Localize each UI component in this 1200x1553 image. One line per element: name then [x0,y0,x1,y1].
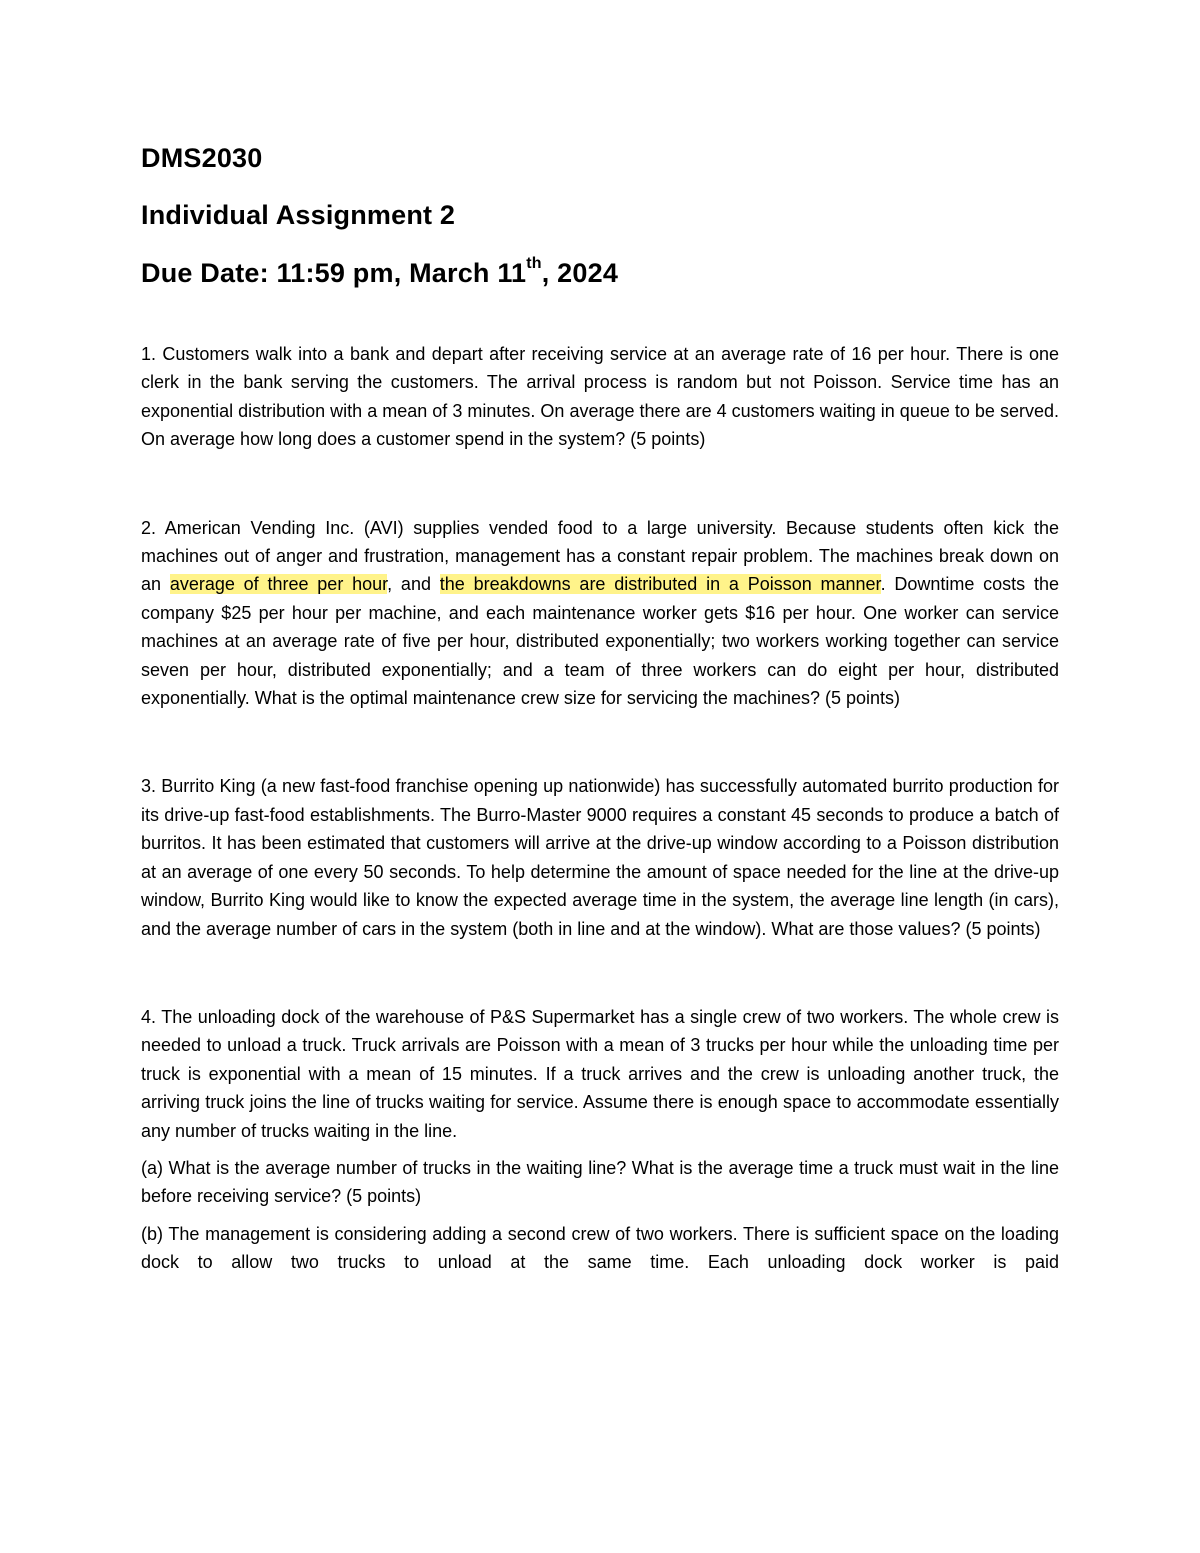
due-date-prefix: Due Date: 11:59 pm, March 11 [141,258,527,288]
question-2-part-2: , and [387,574,440,595]
question-4b-text: The management is considering adding a second crew of two workers. There is sufficient space on the loading dock to allow two trucks to unload at the same time. Each unloading dock worker is paid [141,1223,1059,1273]
question-2-part-3: . Downtime costs the company $25 per hour per machine, and each maintenance worker gets $16 per hour. One worker can service machines at an average rate of five per hour, distributed exponentially; two workers working together can service seven per hour, distributed exponentially; and a team of three workers can do eight per hour, distributed exponentially. What is the optimal maintenance crew size for servicing the machines? (5 points) [141,574,1060,709]
question-2-part-1: 2. American Vending Inc. (AVI) supplies vended food to a large university. Because students often kick the machines out of anger and frustration, management has a constant repair problem. The machines break down on an [141,517,1059,595]
question-4a-text: What is the average number of trucks in the waiting line? What is the average time a truck must wait in the line before receiving service? (5 points) [141,1157,1059,1207]
due-date-ordinal: th [526,255,542,272]
question-4b-label: (b) [141,1223,163,1244]
question-2-highlight-distribution: the breakdowns are distributed in a Poisson manner [439,574,881,595]
question-4: 4. The unloading dock of the warehouse of P&S Supermarket has a single crew of two workers. The whole crew is needed to unload a truck. Truck arrivals are Poisson with a mean of 3 trucks per hour while the unloading time per truck is exponential with a mean of 15 minutes. If a truck arrives and the crew is unloading another truck, the arriving truck joins the line of trucks waiting for service. Assume there is enough space to accommodate essentially any number of trucks waiting in the line. [141,1006,1059,1141]
due-date [141,255,1059,291]
question-2-highlight-rate: average of three per hour [169,574,388,595]
question-1: 1. Customers walk into a bank and depart after receiving service at an average rate of 16 per hour. There is one clerk in the bank serving the customers. The arrival process is random but not Poisson. Service time has an exponential distribution with a mean of 3 minutes. On average there are 4 customers waiting in queue to be served. On average how long does a customer spend in the system? (5 points) [141,344,1059,450]
document-content [141,140,1059,1277]
assignment-title: Individual Assignment 2 [141,200,456,230]
question-4b [141,1220,1059,1277]
course-code: DMS2030 [141,143,263,173]
question-4a [141,1154,1059,1211]
question-3: 3. Burrito King (a new fast-food franchise opening up nationwide) has successfully automated burrito production for its drive-up fast-food establishments. The Burro-Master 9000 requires a constant 45 seconds to produce a batch of burritos. It has been estimated that customers will arrive at the drive-up window according to a Poisson distribution at an average of one every 50 seconds. To help determine the amount of space needed for the line at the drive-up window, Burrito King would like to know the expected average time in the system, the average line length (in cars), and the average number of cars in the system (both in line and at the window). What are those values? (5 points) [141,776,1059,939]
due-date-suffix: , 2024 [541,258,619,288]
question-4a-label: (a) [141,1157,163,1178]
question-2 [141,514,1059,713]
